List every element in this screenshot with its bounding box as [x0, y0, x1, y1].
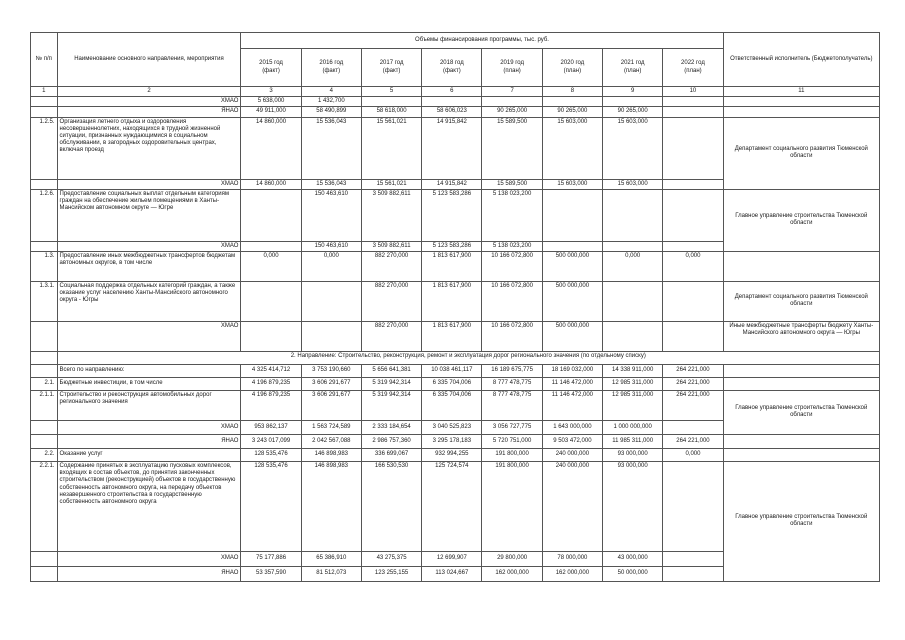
value-cell [542, 97, 602, 107]
value-cell: 43 000,000 [603, 551, 663, 566]
header-year-label: 2015 год [259, 60, 283, 67]
value-cell: 78 000,000 [542, 551, 602, 566]
value-cell: 53 357,590 [241, 566, 301, 581]
value-cell: 18 169 032,000 [542, 364, 602, 377]
value-cell: 4 196 879,235 [241, 390, 301, 420]
value-cell: 8 777 478,775 [482, 377, 542, 390]
header-year-2 [301, 49, 361, 87]
value-cell: 1 000 000,000 [603, 420, 663, 434]
region-label: ХМАО [57, 97, 241, 107]
region-label: ЯНАО [57, 434, 241, 448]
region-label: ЯНАО [57, 107, 241, 117]
header-num: № п/п [31, 33, 58, 87]
value-cell: 93 000,000 [603, 461, 663, 551]
value-cell: 11 146 472,000 [542, 390, 602, 420]
table-row [31, 117, 880, 179]
value-cell: 10 166 072,800 [482, 251, 542, 281]
table-cell [31, 364, 58, 377]
value-cell [301, 321, 361, 351]
value-cell: 264 221,000 [663, 377, 723, 390]
header-year-kind: (план) [563, 67, 582, 74]
value-cell: 15 536,043 [301, 117, 361, 179]
region-label: ХМАО [57, 179, 241, 189]
header-direction: Наименование основного направления, мероприятия [57, 33, 241, 87]
table-row [31, 448, 880, 461]
value-cell [603, 321, 663, 351]
value-cell [663, 566, 723, 581]
row-label: Строительство и реконструкция автомобильных дорог регионального значения [57, 390, 241, 420]
value-cell: 58 606,023 [422, 107, 482, 117]
header-year-7 [603, 49, 663, 87]
column-number: 11 [723, 87, 879, 97]
value-cell: 50 000,000 [603, 566, 663, 581]
table-row [31, 351, 880, 364]
value-cell: 0,000 [241, 251, 301, 281]
value-cell [663, 461, 723, 551]
value-cell: 3 509 882,611 [361, 241, 421, 251]
direction-title: 2. Направление: Строительство, реконструкция, ремонт и эксплуатация дорог регионального значения (по отдельному списку) [57, 351, 879, 364]
value-cell: 15 536,043 [301, 179, 361, 189]
value-cell: 2 986 757,360 [361, 434, 421, 448]
table-row [31, 97, 880, 107]
value-cell: 0,000 [301, 251, 361, 281]
region-label: ХМАО [57, 420, 241, 434]
table-cell [31, 351, 58, 364]
value-cell: 75 177,886 [241, 551, 301, 566]
value-cell: 5 319 942,314 [361, 390, 421, 420]
value-cell: 90 265,000 [542, 107, 602, 117]
value-cell: 4 196 879,235 [241, 377, 301, 390]
table-cell [723, 107, 879, 117]
row-number: 2.2. [31, 448, 58, 461]
value-cell: 500 000,000 [542, 281, 602, 321]
value-cell [241, 241, 301, 251]
table-row [31, 434, 880, 448]
value-cell: 10 166 072,800 [482, 321, 542, 351]
column-number: 2 [57, 87, 241, 97]
value-cell: 93 000,000 [603, 448, 663, 461]
value-cell [663, 189, 723, 241]
table-cell [31, 321, 58, 351]
table-cell [31, 420, 58, 434]
value-cell [241, 321, 301, 351]
value-cell: 15 589,500 [482, 117, 542, 179]
value-cell: 14 915,842 [422, 179, 482, 189]
value-cell: 162 000,000 [482, 566, 542, 581]
row-label: Содержание принятых в эксплуатацию пусковых комплексов, входящих в состав объектов, до принятия законченных строительством (реконструкцией) объектов в государственную собственность автономного округа, на передачу объектов незавершенного строительства в государственную собственность автономного округа [57, 461, 241, 551]
value-cell: 3 753 190,660 [301, 364, 361, 377]
value-cell: 150 463,610 [301, 241, 361, 251]
value-cell: 264 221,000 [663, 434, 723, 448]
value-cell: 150 463,610 [301, 189, 361, 241]
value-cell: 3 295 178,183 [422, 434, 482, 448]
column-number: 4 [301, 87, 361, 97]
value-cell: 15 561,021 [361, 179, 421, 189]
value-cell: 3 509 882,611 [361, 189, 421, 241]
value-cell [663, 97, 723, 107]
value-cell: 49 911,000 [241, 107, 301, 117]
value-cell: 500 000,000 [542, 321, 602, 351]
header-year-kind: (план) [623, 67, 642, 74]
row-label: Социальная поддержка отдельных категорий граждан, а также оказание услуг населению Ханты-Мансийского автономного округа - Югры [57, 281, 241, 321]
value-cell: 146 898,983 [301, 461, 361, 551]
value-cell: 10 166 072,800 [482, 281, 542, 321]
value-cell [603, 281, 663, 321]
header-year-6 [542, 49, 602, 87]
row-number: 1.3. [31, 251, 58, 281]
value-cell: 2 042 567,088 [301, 434, 361, 448]
value-cell: 12 985 311,000 [603, 377, 663, 390]
table-row [31, 281, 880, 321]
value-cell: 128 535,476 [241, 461, 301, 551]
value-cell [542, 241, 602, 251]
table-cell [723, 97, 879, 107]
column-number: 1 [31, 87, 58, 97]
value-cell: 5 638,000 [241, 97, 301, 107]
value-cell: 6 335 704,006 [422, 377, 482, 390]
value-cell [663, 179, 723, 189]
value-cell: 264 221,000 [663, 364, 723, 377]
value-cell: 336 699,067 [361, 448, 421, 461]
value-cell: 953 862,137 [241, 420, 301, 434]
value-cell: 1 813 617,900 [422, 281, 482, 321]
value-cell: 240 000,000 [542, 448, 602, 461]
table-cell [31, 434, 58, 448]
value-cell [422, 97, 482, 107]
value-cell: 90 265,000 [603, 107, 663, 117]
value-cell [361, 97, 421, 107]
header-year-kind: (план) [503, 67, 521, 74]
value-cell: 882 270,000 [361, 321, 421, 351]
column-number: 7 [482, 87, 542, 97]
table-cell [31, 97, 58, 107]
value-cell: 3 040 525,823 [422, 420, 482, 434]
value-cell [542, 189, 602, 241]
value-cell: 14 860,000 [241, 117, 301, 179]
header-year-8 [663, 49, 723, 87]
header-year-kind: (факт) [322, 67, 341, 74]
table-row [31, 390, 880, 420]
value-cell: 191 800,000 [482, 448, 542, 461]
value-cell: 12 699,907 [422, 551, 482, 566]
value-cell [663, 107, 723, 117]
header-year-3 [361, 49, 421, 87]
region-label: ЯНАО [57, 566, 241, 581]
table-cell [31, 566, 58, 581]
table-cell [31, 107, 58, 117]
value-cell: 0,000 [603, 251, 663, 281]
header-year-label: 2020 год [560, 60, 585, 67]
header-funding: Объемы финансирования программы, тыс. руб. [241, 33, 723, 49]
row-label: Предоставление иных межбюджетных трансфертов бюджетам автономных округов, в том числе [57, 251, 241, 281]
value-cell: 12 985 311,000 [603, 390, 663, 420]
value-cell [663, 321, 723, 351]
value-cell: 15 589,500 [482, 179, 542, 189]
column-number: 9 [603, 87, 663, 97]
value-cell: 882 270,000 [361, 281, 421, 321]
table-cell [723, 434, 879, 448]
table-row [31, 321, 880, 351]
table-cell [31, 551, 58, 566]
row-label: Всего по направлению: [57, 364, 241, 377]
value-cell: 14 860,000 [241, 179, 301, 189]
value-cell: 162 000,000 [542, 566, 602, 581]
value-cell: 123 255,155 [361, 566, 421, 581]
value-cell: 5 720 751,000 [482, 434, 542, 448]
table-cell [723, 377, 879, 390]
table-row [31, 107, 880, 117]
value-cell: 58 490,899 [301, 107, 361, 117]
value-cell [663, 281, 723, 321]
row-label: Организация летнего отдыха и оздоровления несовершеннолетних, находящихся в трудной жизненной ситуации, признанных нуждающимися в социальном обслуживании, в загородных оздоровительных центрах, включая проезд [57, 117, 241, 179]
value-cell: 11 985 311,000 [603, 434, 663, 448]
value-cell: 5 138 023,200 [482, 241, 542, 251]
value-cell: 15 603,000 [603, 117, 663, 179]
value-cell: 5 319 942,314 [361, 377, 421, 390]
value-cell: 65 386,910 [301, 551, 361, 566]
column-number: 8 [542, 87, 602, 97]
value-cell: 9 503 472,000 [542, 434, 602, 448]
column-number: 6 [422, 87, 482, 97]
header-year-label: 2016 год [319, 60, 344, 67]
value-cell [663, 117, 723, 179]
value-cell [663, 241, 723, 251]
value-cell: 113 024,667 [422, 566, 482, 581]
value-cell: 81 512,073 [301, 566, 361, 581]
value-cell: 146 898,983 [301, 448, 361, 461]
header-year-5 [482, 49, 542, 87]
table-cell [723, 251, 879, 281]
value-cell: 882 270,000 [361, 251, 421, 281]
header-executor: Ответственный исполнитель (Бюджетополучатель) [723, 33, 879, 87]
value-cell: 5 123 583,286 [422, 241, 482, 251]
table-row [31, 461, 880, 551]
value-cell: 11 146 472,000 [542, 377, 602, 390]
value-cell: 15 603,000 [542, 117, 602, 179]
region-label: ХМАО [57, 551, 241, 566]
value-cell: 264 221,000 [663, 390, 723, 420]
header-year-1 [241, 49, 301, 87]
value-cell [241, 189, 301, 241]
table-cell [723, 448, 879, 461]
value-cell: 4 325 414,712 [241, 364, 301, 377]
header-year-label: 2019 год [500, 60, 524, 67]
header-year-label: 2017 год [379, 60, 404, 67]
value-cell [603, 97, 663, 107]
value-cell [603, 189, 663, 241]
row-number: 1.3.1. [31, 281, 58, 321]
value-cell [663, 551, 723, 566]
row-number: 2.1. [31, 377, 58, 390]
value-cell: 1 813 617,900 [422, 321, 482, 351]
table-row [31, 377, 880, 390]
column-number: 10 [663, 87, 723, 97]
value-cell: 14 338 911,000 [603, 364, 663, 377]
value-cell: 10 038 461,117 [422, 364, 482, 377]
row-label: Предоставление социальных выплат отдельным категориям граждан на обеспечение жильем помещениями в Ханты-Мансийском автономном округе — Югре [57, 189, 241, 241]
value-cell: 43 275,375 [361, 551, 421, 566]
table-row [31, 189, 880, 241]
header-year-kind: (факт) [442, 67, 461, 74]
table-cell [723, 364, 879, 377]
value-cell: 3 243 017,099 [241, 434, 301, 448]
value-cell [301, 281, 361, 321]
column-number: 5 [361, 87, 421, 97]
header-year-kind: (факт) [382, 67, 401, 74]
value-cell: 15 603,000 [542, 179, 602, 189]
value-cell: 29 800,000 [482, 551, 542, 566]
budget-table [30, 32, 880, 582]
value-cell: 15 561,021 [361, 117, 421, 179]
value-cell: 5 138 023,200 [482, 189, 542, 241]
value-cell: 5 123 583,286 [422, 189, 482, 241]
header-year-label: 2021 год [620, 60, 645, 67]
value-cell: 90 265,000 [482, 107, 542, 117]
header-year-4 [422, 49, 482, 87]
value-cell: 58 618,000 [361, 107, 421, 117]
value-cell: 3 056 727,775 [482, 420, 542, 434]
value-cell: 1 643 000,000 [542, 420, 602, 434]
table-cell [31, 241, 58, 251]
row-number: 1.2.6. [31, 189, 58, 241]
value-cell [663, 420, 723, 434]
value-cell: 932 994,255 [422, 448, 482, 461]
value-cell: 2 333 184,654 [361, 420, 421, 434]
executor-cell: Главное управление строительства Тюменской области [723, 189, 879, 251]
value-cell: 8 777 478,775 [482, 390, 542, 420]
value-cell: 0,000 [663, 251, 723, 281]
row-number: 1.2.5. [31, 117, 58, 179]
executor-cell: Иные межбюджетные трансферты бюджету Ханты-Мансийского автономного округа — Югры [723, 321, 879, 351]
executor-cell: Главное управление строительства Тюменской области [723, 461, 879, 581]
table-cell [31, 179, 58, 189]
value-cell: 5 656 641,381 [361, 364, 421, 377]
value-cell: 3 606 291,677 [301, 390, 361, 420]
value-cell: 14 915,842 [422, 117, 482, 179]
value-cell: 0,000 [663, 448, 723, 461]
executor-cell: Департамент социального развития Тюменской области [723, 117, 879, 189]
value-cell: 15 603,000 [603, 179, 663, 189]
header-year-kind: (план) [684, 67, 702, 74]
value-cell: 166 530,530 [361, 461, 421, 551]
value-cell: 500 000,000 [542, 251, 602, 281]
value-cell: 240 000,000 [542, 461, 602, 551]
column-number: 3 [241, 87, 301, 97]
row-number: 2.1.1. [31, 390, 58, 420]
value-cell: 1 813 617,900 [422, 251, 482, 281]
header-year-label: 2022 год [681, 60, 705, 67]
row-label: Бюджетные инвестиции, в том числе [57, 377, 241, 390]
value-cell: 6 335 704,006 [422, 390, 482, 420]
value-cell: 3 606 291,677 [301, 377, 361, 390]
executor-cell: Департамент социального развития Тюменской области [723, 281, 879, 321]
value-cell: 125 724,574 [422, 461, 482, 551]
value-cell [241, 281, 301, 321]
value-cell [482, 97, 542, 107]
value-cell: 128 535,476 [241, 448, 301, 461]
value-cell: 1 563 724,589 [301, 420, 361, 434]
row-number: 2.2.1. [31, 461, 58, 551]
table-row [31, 251, 880, 281]
value-cell: 191 800,000 [482, 461, 542, 551]
header-year-kind: (факт) [262, 67, 280, 74]
value-cell [603, 241, 663, 251]
table-row [31, 364, 880, 377]
value-cell: 16 189 675,775 [482, 364, 542, 377]
value-cell: 1 432,700 [301, 97, 361, 107]
region-label: ХМАО [57, 241, 241, 251]
row-label: Оказание услуг [57, 448, 241, 461]
region-label: ХМАО [57, 321, 241, 351]
header-year-label: 2018 год [439, 60, 464, 67]
executor-cell: Главное управление строительства Тюменской области [723, 390, 879, 434]
